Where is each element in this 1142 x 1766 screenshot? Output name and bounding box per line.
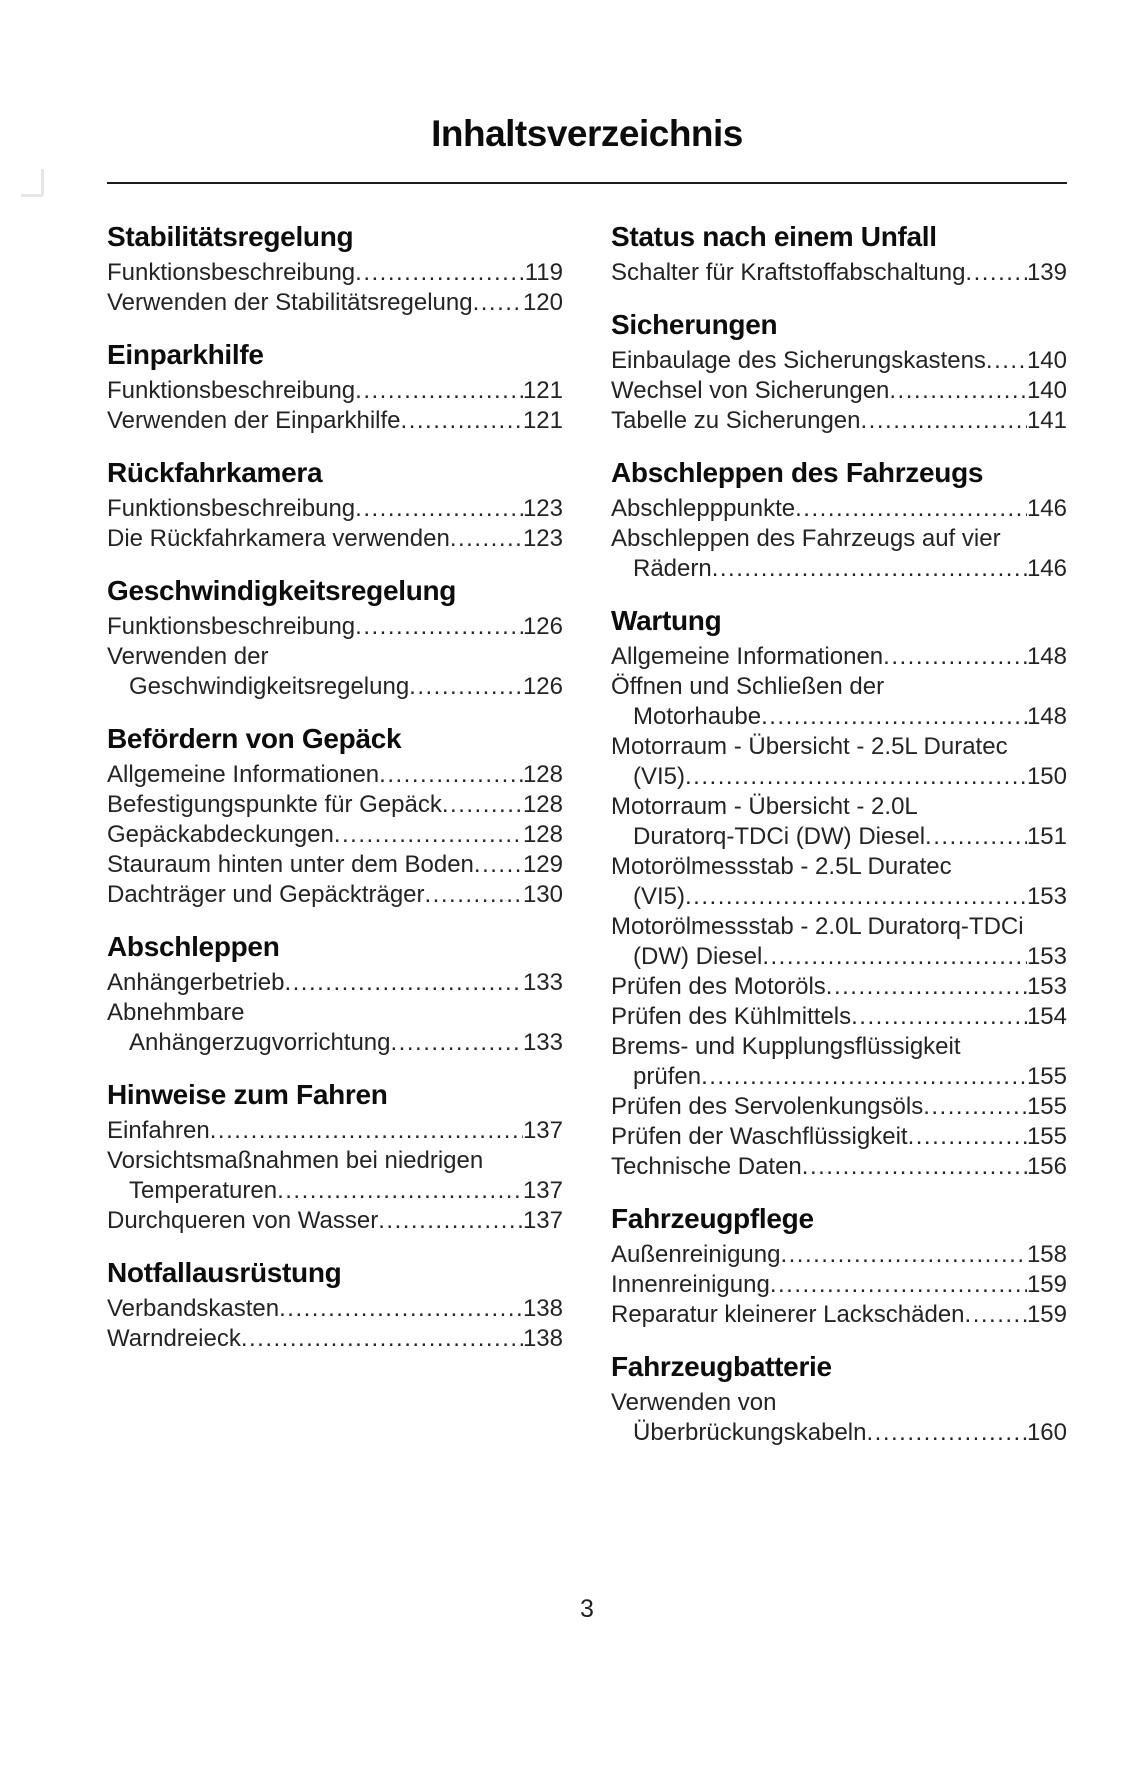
- toc-entry-page: 156: [1026, 1153, 1067, 1180]
- toc-entry: [107, 850, 563, 880]
- toc-entry: [611, 1092, 1067, 1122]
- toc-entry-page: 138: [522, 1295, 563, 1322]
- dot-leader: [712, 554, 1027, 584]
- toc-entry-page: 148: [1026, 703, 1067, 730]
- toc-entry-page: 121: [522, 377, 563, 404]
- toc-entry: [107, 406, 563, 436]
- toc-entry-text: Abnehmbare: [107, 999, 245, 1026]
- toc-entry-text: Gepäckabdeckungen: [107, 821, 334, 848]
- dot-leader: [355, 258, 525, 288]
- dot-leader: [795, 494, 1027, 524]
- toc-entry-line: [611, 494, 1067, 524]
- dot-leader: [442, 790, 523, 820]
- toc-entry-text: (DW) Diesel: [633, 943, 763, 970]
- dot-leader: [378, 1206, 523, 1236]
- section-heading: Befördern von Gepäck: [107, 723, 402, 754]
- dot-leader: [210, 1116, 523, 1146]
- toc-entry-line: [611, 1002, 1067, 1032]
- toc-entry-line: [107, 524, 563, 554]
- dot-leader: [925, 822, 1027, 852]
- toc-entry: [107, 1294, 563, 1324]
- toc-entry-text: Die Rückfahrkamera verwenden: [107, 525, 450, 552]
- toc-entry-text: (VI5): [633, 883, 686, 910]
- toc-entry-text: Rädern: [633, 555, 712, 582]
- dot-leader: [279, 1294, 523, 1324]
- toc-entry-page: 148: [1026, 643, 1067, 670]
- toc-entry: [107, 760, 563, 790]
- manual-toc-page: [0, 112, 1142, 1766]
- toc-entry-text: Verbandskasten: [107, 1295, 280, 1322]
- toc-entry: [611, 1300, 1067, 1330]
- toc-entry: [611, 672, 1067, 732]
- toc-entry-line: [107, 1206, 563, 1236]
- toc-entry-text: Prüfen des Servolenkungsöls: [611, 1093, 924, 1120]
- toc-entry-line: [107, 850, 563, 880]
- toc-entry-line: [107, 672, 563, 702]
- toc-entry-text: Durchqueren von Wasser: [107, 1207, 379, 1234]
- toc-entry: [107, 612, 563, 642]
- toc-entry-page: 154: [1026, 1003, 1067, 1030]
- toc-entry-text: Warndreieck: [107, 1325, 241, 1352]
- toc-entry-page: 128: [522, 761, 563, 788]
- toc-entry: [611, 1388, 1067, 1448]
- toc-entry: [107, 1206, 563, 1236]
- section-heading: Geschwindigkeitsregelung: [107, 575, 457, 606]
- toc-entry-text: Vorsichtsmaßnahmen bei niedrigen: [107, 1147, 484, 1174]
- toc-entry-text: Duratorq-TDCi (DW) Diesel: [633, 823, 926, 850]
- toc-entry-text: Temperaturen: [129, 1177, 278, 1204]
- dot-leader: [355, 612, 523, 642]
- page-number: 3: [580, 1595, 594, 1623]
- toc-entry: [107, 880, 563, 910]
- dot-leader: [986, 346, 1027, 376]
- toc-entry-page: 158: [1026, 1241, 1067, 1268]
- toc-entry-line: [107, 612, 563, 642]
- toc-entry-line: [107, 1294, 563, 1324]
- toc-entry-text: Überbrückungskabeln: [633, 1419, 867, 1446]
- toc-entry-line: [611, 762, 1067, 792]
- toc-entry-page: 137: [522, 1117, 563, 1144]
- page-title: Inhaltsverzeichnis: [431, 113, 743, 154]
- section-heading: Sicherungen: [611, 309, 778, 340]
- toc-entry-page: 126: [522, 613, 563, 640]
- toc-entry: [611, 524, 1067, 584]
- dot-leader: [473, 288, 523, 318]
- toc-entry-page: 140: [1026, 347, 1067, 374]
- toc-entry: [107, 642, 563, 702]
- toc-entry-page: 160: [1026, 1419, 1067, 1446]
- toc-entry: [107, 524, 563, 554]
- toc-entry: [107, 998, 563, 1058]
- toc-entry-line: [611, 1122, 1067, 1152]
- toc-entry: [107, 376, 563, 406]
- toc-entry-text: Anhängerbetrieb: [107, 969, 285, 996]
- toc-entry: [611, 376, 1067, 406]
- toc-entry-page: 138: [522, 1325, 563, 1352]
- toc-entry-page: 139: [1026, 259, 1067, 286]
- dot-leader: [908, 1122, 1027, 1152]
- dot-leader: [355, 376, 523, 406]
- toc-entry-line: [107, 258, 563, 288]
- toc-entry-page: 151: [1026, 823, 1067, 850]
- toc-entry-text: Funktionsbeschreibung: [107, 613, 356, 640]
- dot-leader: [241, 1324, 523, 1354]
- toc-entry: [611, 1002, 1067, 1032]
- toc-entry-text: Motorraum - Übersicht - 2.5L Duratec: [611, 733, 1008, 760]
- dot-leader: [685, 882, 1027, 912]
- toc-entry-line: [107, 1116, 563, 1146]
- toc-entry-line: [107, 820, 563, 850]
- toc-entry-page: 123: [522, 495, 563, 522]
- toc-entry-line: [611, 822, 1067, 852]
- toc-entry: [107, 820, 563, 850]
- dot-leader: [391, 1028, 523, 1058]
- toc-entry-text: Allgemeine Informationen: [611, 643, 884, 670]
- toc-entry-text: Prüfen der Waschflüssigkeit: [611, 1123, 908, 1150]
- toc-entry-text: Reparatur kleinerer Lackschäden: [611, 1301, 965, 1328]
- section-heading: Fahrzeugbatterie: [611, 1351, 832, 1382]
- toc-entry-line: [611, 642, 1067, 672]
- toc-entry-line: [611, 1240, 1067, 1270]
- toc-entry-text: Prüfen des Kühlmittels: [611, 1003, 852, 1030]
- toc-entry-page: 128: [522, 821, 563, 848]
- dot-leader: [780, 1240, 1027, 1270]
- toc-entry: [107, 494, 563, 524]
- toc-entry: [107, 288, 563, 318]
- toc-entry-line: [611, 942, 1067, 972]
- dot-leader: [965, 1300, 1027, 1330]
- toc-entry-page: 150: [1026, 763, 1067, 790]
- toc-entry-text: Schalter für Kraftstoffabschaltung: [611, 259, 966, 286]
- toc-entry-page: 133: [522, 969, 563, 996]
- dot-leader: [401, 406, 523, 436]
- section-heading: Wartung: [611, 605, 722, 636]
- dot-leader: [826, 972, 1027, 1002]
- toc-entry: [611, 642, 1067, 672]
- toc-entry-page: 153: [1026, 883, 1067, 910]
- toc-entry: [611, 406, 1067, 436]
- toc-entry-page: 159: [1026, 1301, 1067, 1328]
- dot-leader: [701, 1062, 1027, 1092]
- toc-entry: [611, 972, 1067, 1002]
- toc-entry-line: [107, 1176, 563, 1206]
- toc-entry: [611, 494, 1067, 524]
- toc-entry-page: 155: [1026, 1063, 1067, 1090]
- toc-entry-text: Brems- und Kupplungsflüssigkeit: [611, 1033, 961, 1060]
- toc-entry: [611, 1032, 1067, 1092]
- section-heading: Abschleppen: [107, 931, 280, 962]
- toc-entry-page: 155: [1026, 1123, 1067, 1150]
- toc-entry-page: 153: [1026, 973, 1067, 1000]
- toc-entry-line: [611, 406, 1067, 436]
- dot-leader: [861, 406, 1027, 436]
- toc-entry-text: Prüfen des Motoröls: [611, 973, 826, 1000]
- toc-entry-page: 137: [522, 1207, 563, 1234]
- dot-leader: [685, 762, 1027, 792]
- toc-entry: [611, 346, 1067, 376]
- toc-entry-text: Verwenden von: [611, 1389, 777, 1416]
- toc-columns: [107, 184, 1067, 1448]
- toc-entry-text: Verwenden der: [107, 643, 269, 670]
- toc-entry-text: Stauraum hinten unter dem Boden: [107, 851, 474, 878]
- dot-leader: [889, 376, 1027, 406]
- dot-leader: [761, 702, 1027, 732]
- toc-entry-text: Innenreinigung: [611, 1271, 770, 1298]
- toc-entry-line: [107, 968, 563, 998]
- dot-leader: [450, 524, 523, 554]
- toc-entry-text: Einfahren: [107, 1117, 210, 1144]
- dot-leader: [379, 760, 523, 790]
- toc-entry-text: Einbaulage des Sicherungskastens: [611, 347, 986, 374]
- toc-entry: [611, 1270, 1067, 1300]
- toc-entry-page: 153: [1026, 943, 1067, 970]
- toc-entry-text: Motorölmessstab - 2.5L Duratec: [611, 853, 952, 880]
- toc-entry-line: [611, 346, 1067, 376]
- dot-leader: [923, 1092, 1027, 1122]
- toc-entry-text: Funktionsbeschreibung: [107, 377, 356, 404]
- toc-entry: [611, 1152, 1067, 1182]
- section-heading: Status nach einem Unfall: [611, 221, 937, 252]
- toc-entry-line: [611, 1270, 1067, 1300]
- toc-entry-text: Abschlepppunkte: [611, 495, 796, 522]
- dot-leader: [883, 642, 1027, 672]
- toc-column-left: [107, 220, 563, 1448]
- toc-entry-line: [107, 760, 563, 790]
- toc-entry-line: [611, 702, 1067, 732]
- dot-leader: [284, 968, 522, 998]
- section-heading: Notfallausrüstung: [107, 1257, 342, 1288]
- dot-leader: [355, 494, 523, 524]
- toc-entry-page: 119: [524, 259, 563, 286]
- toc-entry: [107, 258, 563, 288]
- toc-entry-line: [107, 1324, 563, 1354]
- toc-entry-text: Öffnen und Schließen der: [611, 673, 885, 700]
- toc-entry-page: 141: [1026, 407, 1067, 434]
- section-heading: Rückfahrkamera: [107, 457, 323, 488]
- dot-leader: [851, 1002, 1027, 1032]
- toc-entry-text: Geschwindigkeitsregelung: [129, 673, 410, 700]
- toc-entry-line: [107, 790, 563, 820]
- section-heading: Fahrzeugpflege: [611, 1203, 814, 1234]
- dot-leader: [409, 672, 523, 702]
- section-heading: Abschleppen des Fahrzeugs: [611, 457, 984, 488]
- toc-entry-text: Allgemeine Informationen: [107, 761, 380, 788]
- toc-column-right: [611, 220, 1067, 1448]
- toc-entry: [611, 852, 1067, 912]
- dot-leader: [425, 880, 523, 910]
- toc-entry-text: Außenreinigung: [611, 1241, 781, 1268]
- toc-entry-page: 130: [522, 881, 563, 908]
- dot-leader: [965, 258, 1027, 288]
- toc-entry-line: [107, 406, 563, 436]
- toc-entry: [611, 258, 1067, 288]
- toc-entry-line: [611, 1062, 1067, 1092]
- toc-entry-page: 126: [522, 673, 563, 700]
- toc-entry-line: [611, 258, 1067, 288]
- section-heading: Stabilitätsregelung: [107, 221, 354, 252]
- page-content: [0, 112, 1142, 1448]
- dot-leader: [802, 1152, 1027, 1182]
- dot-leader: [866, 1418, 1026, 1448]
- toc-entry: [611, 732, 1067, 792]
- toc-entry-page: 120: [522, 289, 563, 316]
- toc-entry-text: Funktionsbeschreibung: [107, 495, 356, 522]
- toc-entry-line: [611, 376, 1067, 406]
- corner-crop-mark: [21, 169, 44, 197]
- section-heading: Hinweise zum Fahren: [107, 1079, 388, 1110]
- toc-entry-text: Motorölmessstab - 2.0L Duratorq-TDCi: [611, 913, 1024, 940]
- toc-entry-line: [611, 1152, 1067, 1182]
- toc-entry: [107, 1116, 563, 1146]
- dot-leader: [474, 850, 523, 880]
- toc-entry-line: [611, 1092, 1067, 1122]
- toc-entry: [611, 792, 1067, 852]
- toc-entry: [107, 1146, 563, 1206]
- toc-entry-text: (VI5): [633, 763, 686, 790]
- toc-entry-page: 121: [522, 407, 563, 434]
- toc-entry-line: [611, 972, 1067, 1002]
- toc-entry-text: Anhängerzugvorrichtung: [129, 1029, 391, 1056]
- toc-entry-text: Abschleppen des Fahrzeugs auf vier: [611, 525, 1001, 552]
- toc-entry-line: [107, 288, 563, 318]
- toc-entry-text: Funktionsbeschreibung: [107, 259, 356, 286]
- toc-entry-page: 128: [522, 791, 563, 818]
- toc-entry-line: [611, 1418, 1067, 1448]
- dot-leader: [770, 1270, 1027, 1300]
- toc-entry-line: [611, 554, 1067, 584]
- toc-entry: [611, 912, 1067, 972]
- toc-entry-page: 123: [522, 525, 563, 552]
- toc-entry-text: Wechsel von Sicherungen: [611, 377, 890, 404]
- dot-leader: [762, 942, 1027, 972]
- toc-entry: [107, 790, 563, 820]
- toc-entry-page: 146: [1026, 495, 1067, 522]
- toc-entry: [611, 1122, 1067, 1152]
- toc-entry-text: prüfen: [633, 1063, 702, 1090]
- toc-entry-page: 159: [1026, 1271, 1067, 1298]
- toc-entry-text: Tabelle zu Sicherungen: [611, 407, 861, 434]
- toc-entry-text: Motorraum - Übersicht - 2.0L: [611, 793, 918, 820]
- toc-entry-line: [611, 1300, 1067, 1330]
- toc-entry: [107, 1324, 563, 1354]
- toc-entry: [611, 1240, 1067, 1270]
- toc-entry-page: 129: [522, 851, 563, 878]
- dot-leader: [277, 1176, 523, 1206]
- toc-entry-text: Technische Daten: [611, 1153, 802, 1180]
- toc-entry-page: 137: [522, 1177, 563, 1204]
- toc-entry-line: [611, 882, 1067, 912]
- toc-entry-line: [107, 1028, 563, 1058]
- toc-entry-line: [107, 494, 563, 524]
- toc-entry-text: Verwenden der Einparkhilfe: [107, 407, 401, 434]
- toc-entry-text: Motorhaube: [633, 703, 762, 730]
- toc-entry-text: Befestigungspunkte für Gepäck: [107, 791, 442, 818]
- toc-entry: [107, 968, 563, 998]
- toc-entry-text: Verwenden der Stabilitätsregelung: [107, 289, 473, 316]
- toc-entry-page: 155: [1026, 1093, 1067, 1120]
- toc-entry-line: [107, 376, 563, 406]
- section-heading: Einparkhilfe: [107, 339, 264, 370]
- dot-leader: [334, 820, 523, 850]
- toc-entry-page: 133: [522, 1029, 563, 1056]
- toc-entry-page: 146: [1026, 555, 1067, 582]
- toc-entry-page: 140: [1026, 377, 1067, 404]
- toc-entry-text: Dachträger und Gepäckträger: [107, 881, 425, 908]
- toc-entry-line: [107, 880, 563, 910]
